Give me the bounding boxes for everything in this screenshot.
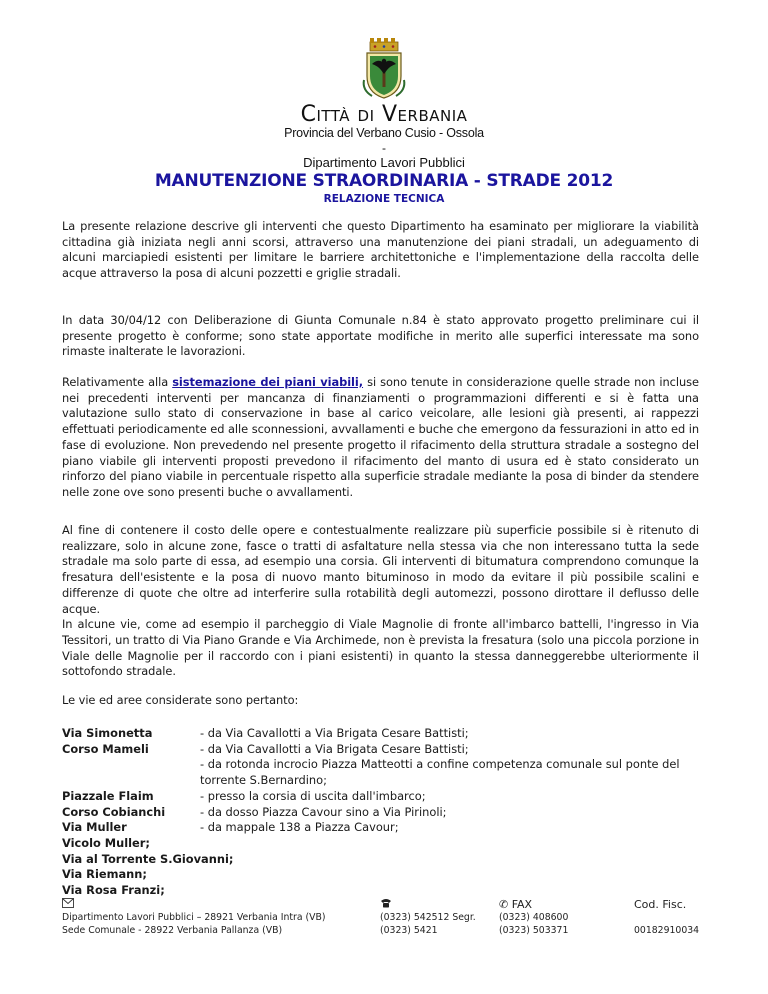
street-description: - da Via Cavallotti a Via Brigata Cesare Battisti; — [200, 741, 469, 756]
street-name: Corso Mameli — [62, 741, 149, 756]
list-item — [62, 836, 702, 852]
telephone-icon — [380, 898, 500, 911]
list-item — [62, 852, 702, 868]
footer-fax — [499, 898, 609, 937]
department-name: Dipartimento Lavori Pubblici — [303, 155, 465, 170]
list-item — [62, 883, 702, 899]
list-item — [62, 789, 702, 805]
list-item — [62, 805, 702, 821]
street-description: - da dosso Piazza Cavour sino a Via Pirinoli; — [200, 804, 447, 819]
street-name: Via al Torrente S.Giovanni; — [62, 851, 234, 866]
provincia-line: Provincia del Verbano Cusio - Ossola — [284, 126, 484, 140]
list-item — [62, 742, 702, 758]
street-name: Via Rosa Franzi; — [62, 883, 165, 898]
footer-tax-code — [634, 898, 724, 937]
paragraph-text: Al fine di contenere il costo delle opere e contestualmente realizzare più superficie possibile si è ritenuto di realizzare, solo in alcune zone, fasce o tratti di asfaltature nella stessa via che non interessano tutta la sede stradale ma solo parte di essa, ad esempio una corsia. Gli interventi di bitumatura comprendono comunque la fresatura dell'esistente e la posa di nuovo manto bituminoso in modo da evitare il più possibile scalini e differenze di quote che oltre ad interferire sulla rotabilità degli automezzi, possono dirottare il deflusso delle acque. — [62, 523, 699, 616]
document-title: MANUTENZIONE STRAORDINARIA - STRADE 2012 — [154, 171, 614, 191]
tax-code-value: 00182910034 — [634, 925, 700, 936]
footer-phone — [380, 898, 500, 937]
envelope-icon — [62, 898, 372, 911]
street-name: Via Riemann; — [62, 867, 147, 882]
paragraph-text: In alcune vie, come ad esempio il parcheggio di Viale Magnolie di fronte all'imbarco battelli, l'ingresso in Via Tessitori, un tratto di Via Piano Grande e Via Archimede, non è prevista la fresatura (solo una piccola porzione in Viale delle Magnolie per il raccordo con i piani esistenti) in quanto la stessa danneggerebbe ulteriormente il sottofondo stradale. — [62, 617, 699, 679]
paragraph-intro: La presente relazione descrive gli interventi che questo Dipartimento ha esaminato per migliorare la viabilità cittadina già iniziata negli anni scorsi, attraverso una manutenzione dei piani stradali, un adeguamento di alcuni marciapiedi esistenti per limitare le barriere architettoniche e l'implementazione della raccolta delle acque attraverso la posa di alcuni pozzetti e griglie stradali. — [62, 219, 699, 281]
document-subtitle: RELAZIONE TECNICA — [323, 193, 445, 205]
list-item — [62, 726, 702, 742]
address-line: Sede Comunale - 28922 Verbania Pallanza (VB) — [62, 925, 283, 936]
streets-list — [62, 726, 702, 899]
paragraph-text: Relativamente alla — [62, 375, 173, 389]
street-name: Corso Cobianchi — [62, 804, 166, 819]
street-description: - da Via Cavallotti a Via Brigata Cesare Battisti; — [200, 726, 469, 740]
paragraph-streets-intro: Le vie ed aree considerate sono pertanto: — [62, 693, 299, 707]
paragraph-text: si sono tenute in considerazione quelle strade non incluse nei precedenti interventi per mancanza di finanziamenti o programmazioni differenti e si è fatta una valutazione sullo stato di conservazione in base al carico veicolare, alle lesioni già presenti, ai rappezzi effettuati periodicamente ed alle sconnessioni, avvallamenti e buche che emergono da fessurazioni in atto ed in fase di evoluzione. Non prevedendo nel presente progetto il rifacimento della struttura stradale a sostegno del piano viabile gli interventi proposti prevedono il rifacimento del manto di usura ed è stato considerato un rinforzo del piano viabile in percentuale rispetto alla superficie stradale mediante la posa di binder da stendere nelle zone ove sono presenti buche o avvallamenti. — [62, 375, 699, 499]
city-crest-icon — [358, 38, 410, 100]
street-name: Via Simonetta — [62, 726, 153, 740]
address-line: Dipartimento Lavori Pubblici – 28921 Verbania Intra (VB) — [62, 912, 326, 923]
phone-number: (0323) 542512 Segr. — [380, 912, 476, 923]
separator-dash: - — [382, 141, 386, 155]
street-description: - da rotonda incrocio Piazza Matteotti a confine competenza comunale sul ponte del torrente S.Bernardino; — [200, 757, 680, 788]
tax-code-label: Cod. Fisc. — [634, 898, 687, 911]
fax-number: (0323) 503371 — [499, 925, 569, 936]
paragraph-road-surfaces — [62, 375, 699, 501]
list-item — [62, 820, 702, 836]
paragraph-deliberation: In data 30/04/12 con Deliberazione di Giunta Comunale n.84 è stato approvato progetto preliminare cui il presente progetto è conforme; sono state apportate modifiche in merito alle superfici interessate ma sono rimaste inalterate le lavorazioni. — [62, 313, 699, 359]
list-item — [62, 757, 702, 788]
city-name: Città di Verbania — [300, 102, 468, 127]
street-name: Vicolo Muller; — [62, 835, 150, 850]
footer-address — [62, 898, 372, 937]
fax-icon: ✆ — [499, 898, 509, 911]
sistemazione-link[interactable]: sistemazione dei piani viabili, — [172, 375, 364, 389]
list-item — [62, 867, 702, 883]
street-description: - da mappale 138 a Piazza Cavour; — [200, 820, 399, 835]
street-name: Via Muller — [62, 820, 127, 835]
phone-number: (0323) 5421 — [380, 925, 438, 936]
fax-label: FAX — [511, 898, 533, 911]
street-description: - presso la corsia di uscita dall'imbarco; — [200, 788, 426, 803]
street-name: Piazzale Flaim — [62, 788, 154, 803]
fax-number: (0323) 408600 — [499, 912, 569, 923]
street-name — [62, 757, 200, 788]
paragraph-cost-containment — [62, 523, 699, 680]
